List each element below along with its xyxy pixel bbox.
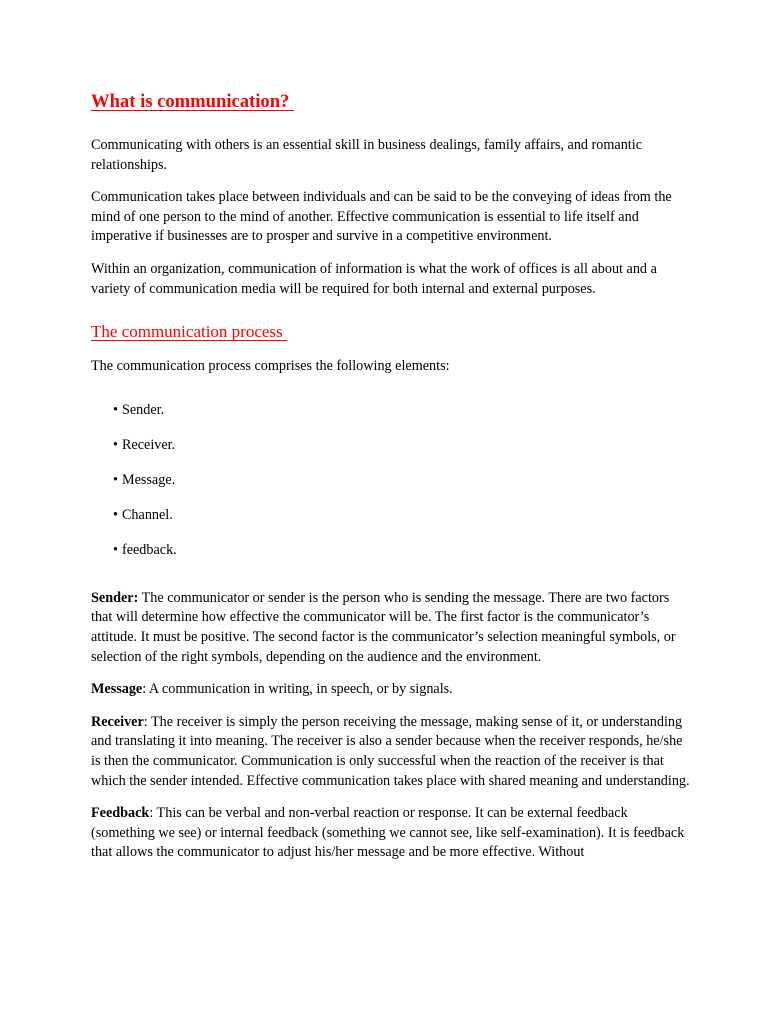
definition-term: Receiver (91, 713, 144, 730)
intro-paragraph-2: Communication takes place between individuals and can be said to be the conveying of ideas from the mind of one person to the mind of another. Effective communication is essential to life itself and imperative if businesses are to prosper and survive in a competitive environment. (91, 189, 672, 245)
definition-sender (91, 589, 691, 667)
definition-feedback (91, 804, 691, 863)
list-item: • Receiver. (113, 436, 691, 471)
elements-list (91, 401, 691, 576)
list-item: • feedback. (113, 541, 691, 576)
definition-receiver (91, 713, 691, 791)
section-heading: The communication process (91, 322, 287, 342)
definition-term: Message (91, 681, 143, 698)
definition-text: : The receiver is simply the person receiving the message, making sense of it, or understanding and translating it into meaning. The receiver is also a sender because when the receiver responds, he/she is then the communicator. Communication is only successful when the reaction of the receiver is that which the sender intended. Effective communication takes place with shared meaning and understanding. (91, 713, 690, 789)
list-item: • Sender. (113, 401, 691, 436)
definition-message (91, 680, 691, 700)
definition-text: The communicator or sender is the person who is sending the message. There are two factors that will determine how effective the communicator will be. The first factor is the communicator’s attitude. It must be positive. The second factor is the communicator’s selection meaningful symbols, or selection of the right symbols, depending on the audience and the environment. (91, 589, 676, 665)
definition-term: Sender: (91, 589, 139, 606)
intro-paragraph-3: Within an organization, communication of information is what the work of offices is all about and a variety of communication media will be required for both internal and external purposes. (91, 260, 657, 297)
document-title: What is communication? (91, 91, 294, 112)
list-item: • Channel. (113, 506, 691, 541)
definition-text: : A communication in writing, in speech, or by signals. (142, 681, 453, 698)
process-intro: The communication process comprises the following elements: (91, 358, 450, 375)
document-page (91, 90, 691, 876)
definition-text: : This can be verbal and non-verbal reaction or response. It can be external feedback (something we see) or internal feedback (something we cannot see, like self-examination). It is feedback that allows the communicator to adjust his/her message and be more effective. Without (91, 805, 685, 861)
definition-term: Feedback (91, 805, 150, 822)
list-item: • Message. (113, 471, 691, 506)
intro-paragraph-1: Communicating with others is an essential skill in business dealings, family affairs, and romantic relationships. (91, 137, 642, 173)
